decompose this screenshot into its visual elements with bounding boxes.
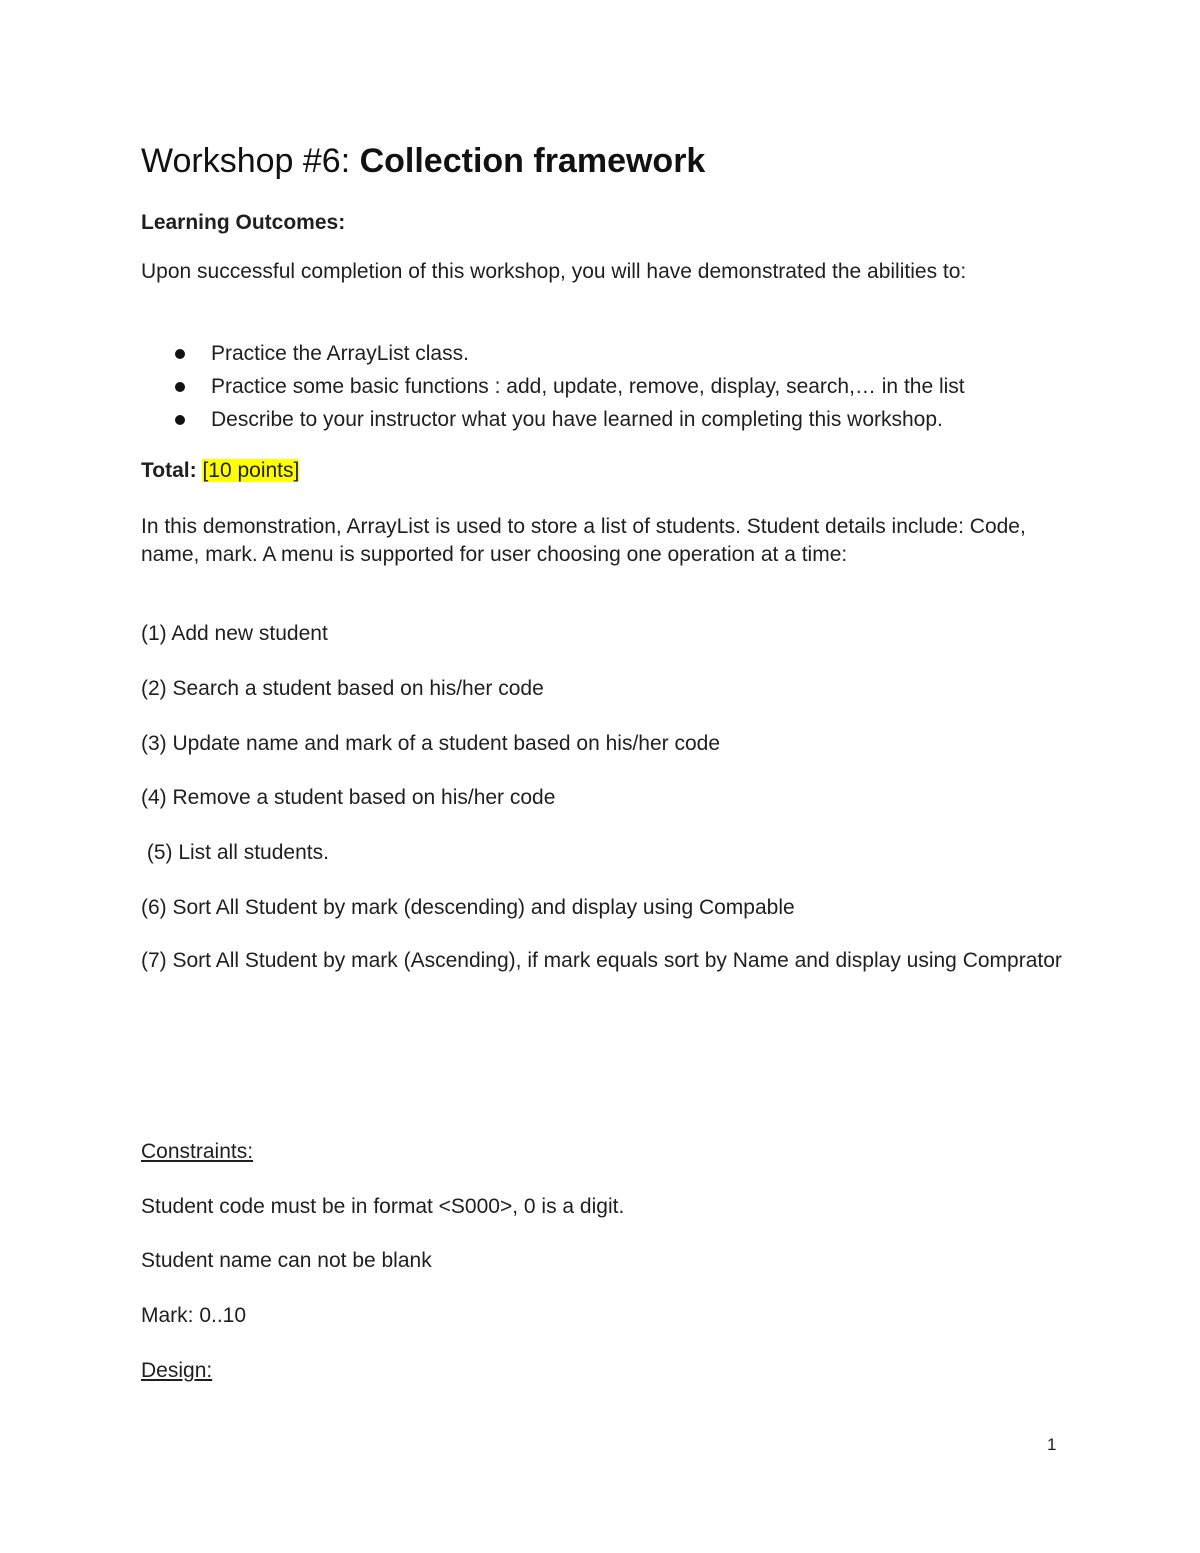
document-title <box>141 139 705 183</box>
demo-paragraph: In this demonstration, ArrayList is used to store a list of students. Student details include: Code, name, mark. A menu is supported for user choosing one operation at a time: <box>141 515 1026 566</box>
menu-item-6: (6) Sort All Student by mark (descending) and display using Compable <box>141 896 795 919</box>
constraint-item: Mark: 0..10 <box>141 1304 247 1327</box>
list-item <box>141 370 1101 403</box>
title-prefix: Workshop #6: <box>141 142 360 180</box>
intro-paragraph: Upon successful completion of this workshop, you will have demonstrated the abilities to: <box>141 260 967 283</box>
learning-outcomes-heading: Learning Outcomes: <box>141 211 346 234</box>
list-item <box>141 403 1101 436</box>
menu-item-7: (7) Sort All Student by mark (Ascending), if mark equals sort by Name and display using Comprator <box>141 949 1062 972</box>
list-item-text: Describe to your instructor what you have learned in completing this workshop. <box>211 408 943 431</box>
menu-item-5: (5) List all students. <box>141 841 329 864</box>
constraint-item: Student name can not be blank <box>141 1249 432 1272</box>
list-item-text: Practice some basic functions : add, update, remove, display, search,… in the list <box>211 375 965 398</box>
menu-item-1: (1) Add new student <box>141 622 328 645</box>
total-value: [10 points] <box>202 459 300 482</box>
design-heading: Design: <box>141 1359 213 1382</box>
list-item <box>141 337 1101 370</box>
title-main: Collection framework <box>359 142 706 180</box>
page-number: 1 <box>1047 1435 1057 1454</box>
list-item-text: Practice the ArrayList class. <box>211 342 469 365</box>
bullet-icon <box>175 415 185 425</box>
bullet-icon <box>175 382 185 392</box>
total-label: Total: <box>141 459 197 482</box>
constraint-item: Student code must be in format <S000>, 0 is a digit. <box>141 1195 625 1218</box>
constraints-heading: Constraints: <box>141 1140 254 1163</box>
menu-item-3: (3) Update name and mark of a student based on his/her code <box>141 732 721 755</box>
bullet-icon <box>175 349 185 359</box>
menu-item-2: (2) Search a student based on his/her code <box>141 677 544 700</box>
outcomes-list <box>141 337 1101 436</box>
total-line <box>141 457 299 485</box>
menu-item-4: (4) Remove a student based on his/her code <box>141 786 556 809</box>
